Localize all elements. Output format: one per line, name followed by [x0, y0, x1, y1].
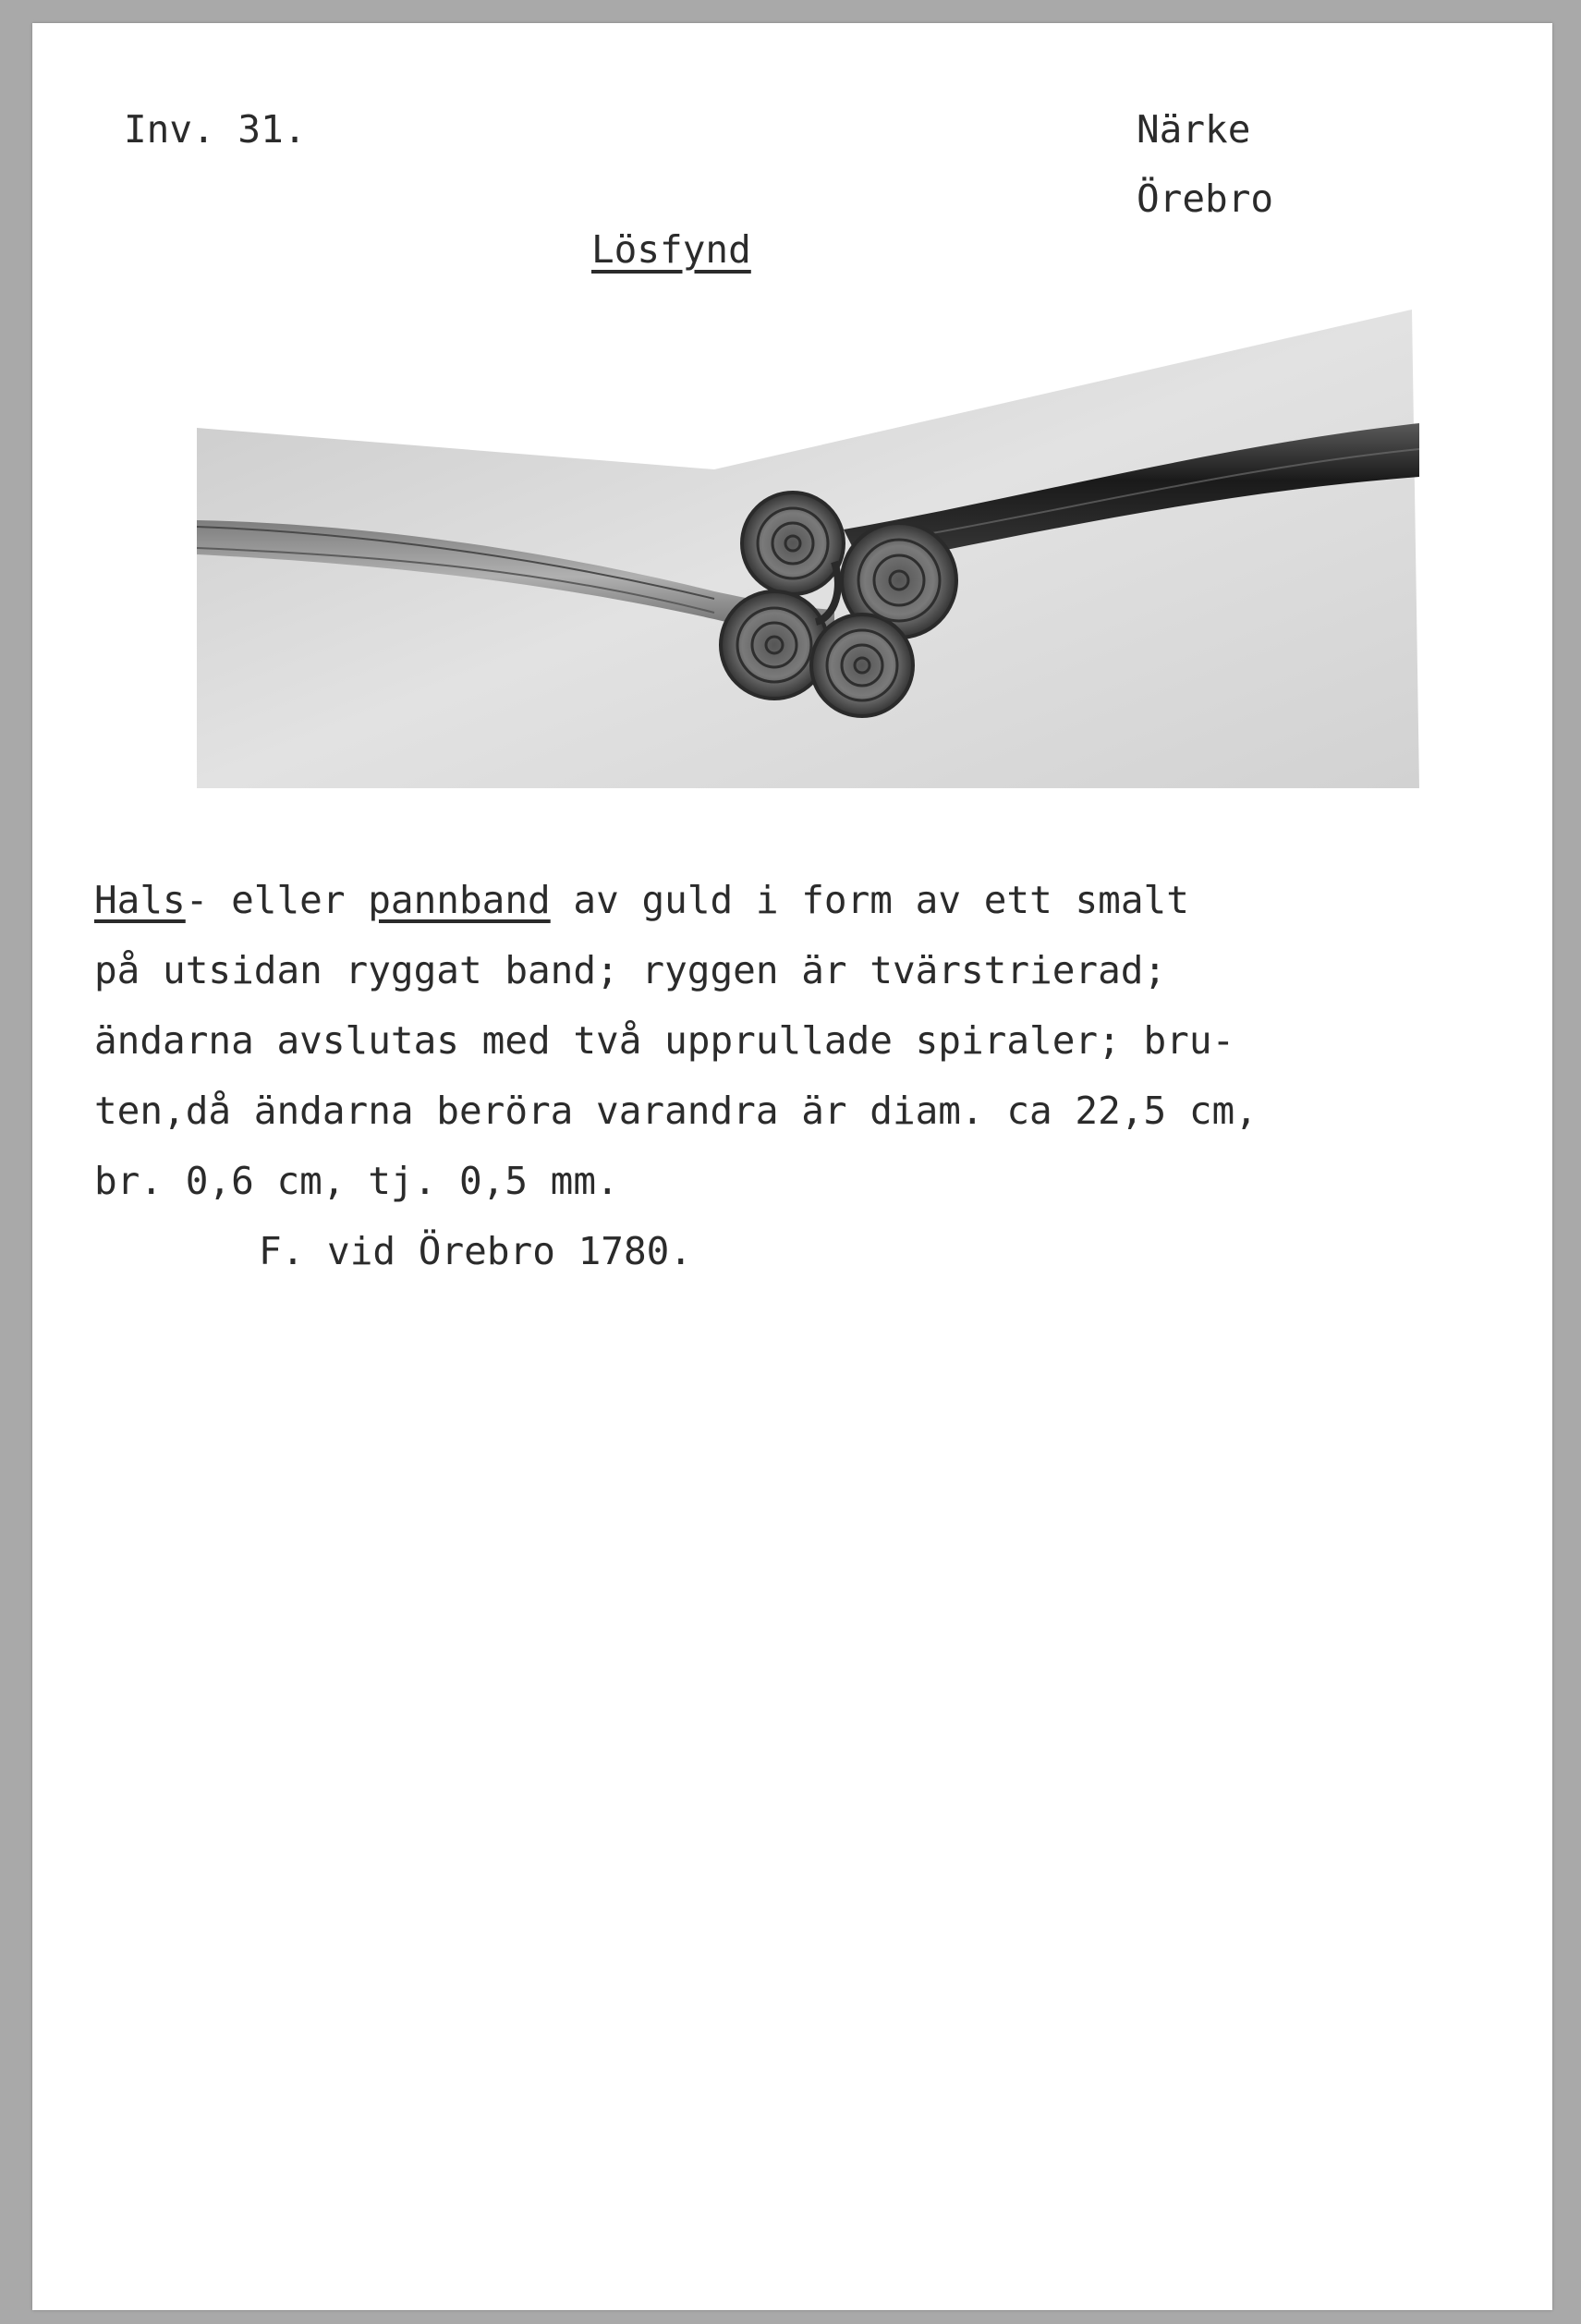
text-segment: av guld i form av ett smalt	[550, 878, 1189, 922]
artifact-description	[94, 865, 1573, 1286]
place-name: Örebro	[1137, 176, 1274, 221]
description-line-2: på utsidan ryggat band; ryggen är tvärstrierad;	[94, 948, 1167, 992]
description-line-3: ändarna avslutas med två upprullade spiraler; bru-	[94, 1018, 1235, 1063]
text-segment: - eller	[185, 878, 369, 922]
artifact-photo	[197, 285, 1419, 788]
term-pannband: pannband	[368, 878, 551, 922]
catalog-card	[32, 23, 1552, 2310]
description-line-1	[94, 865, 1573, 935]
inventory-number: Inv. 31.	[124, 107, 307, 152]
find-note: F. vid Örebro 1780.	[259, 1229, 692, 1273]
region-name: Närke	[1137, 107, 1251, 152]
description-line-4: ten,då ändarna beröra varandra är diam. ca 22,5 cm,	[94, 1089, 1258, 1133]
term-hals: Hals	[94, 878, 186, 922]
description-line-5: br. 0,6 cm, tj. 0,5 mm.	[94, 1159, 619, 1203]
find-type-heading: Lösfynd	[591, 227, 751, 272]
